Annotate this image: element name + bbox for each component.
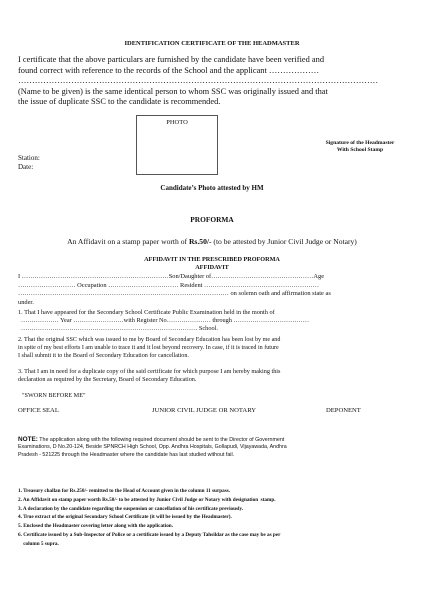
- enclosure-item: 1. Treasury challan for Rs.250/- remitted to the Head of Account given in the column 11 surpass.: [18, 488, 231, 494]
- judge-label: JUNIOR CIVIL JUDGE OR NOTARY: [152, 407, 256, 414]
- enclosure-item: 6. Certificate issued by a Sub-Inspector of Police or a certificate issued by a Deputy Tahsildar as the case may be as per: [18, 531, 281, 538]
- paragraph-line: ……………… Year ……………………with Register No………………… through ………………………………: [21, 317, 310, 325]
- certificate-line: I certificate that the above particulars are furnished by the candidate have been verified and: [18, 55, 325, 64]
- affidavit-subheading: AFFIDAVIT: [195, 264, 229, 271]
- note-line: The application along with the following required document should be sent to the Director of Government: [37, 437, 285, 443]
- photo-label: PHOTO: [166, 119, 188, 126]
- station-label: Station:: [18, 154, 40, 162]
- note-line: Pradesh - 521225 through the Headmaster where the candidate has last studied without fail.: [18, 451, 235, 458]
- proforma-heading: PROFORMA: [190, 215, 234, 224]
- station-date-block: [18, 154, 40, 172]
- paragraph-line: 2. That the original SSC which was issued to me by Board of Secondary Education has been lost by me and: [18, 337, 281, 343]
- sworn-before-label: "SWORN BEFORE ME": [22, 392, 86, 399]
- affidavit-line: under.: [18, 298, 34, 306]
- signature-line: Signature of the Headmaster: [325, 140, 395, 146]
- date-label: Date:: [18, 163, 34, 171]
- paragraph-2: [18, 336, 280, 361]
- certificate-line: found correct with reference to the records of the School and the applicant ………………: [18, 65, 320, 75]
- affidavit-line: ……………………………………………………………………………………… on solemn oath and affirmation state as: [18, 290, 331, 297]
- affidavit-intro: [0, 237, 424, 246]
- paragraph-line: 1. That I have appeared for the Secondary School Certificate Public Examination held in the month of: [18, 309, 275, 316]
- paragraph-line: declaration as required by the Secretary, Board of Secondary Education.: [18, 376, 197, 384]
- enclosure-item: column 5 supra.: [18, 540, 59, 547]
- paragraph-line: ………………………………………………………………………… School.: [21, 325, 218, 333]
- paragraph-line: I shall submit it to the Board of Secondary Education for cancellation.: [18, 353, 189, 360]
- office-seal-label: OFFICE SEAL: [18, 407, 59, 414]
- certificate-line: (Name to be given) is the same identical person to whom SSC was originally issued and that: [18, 86, 328, 96]
- enclosure-item: 2. An Affidavit on stamp paper worth Rs.50/- to be attested by Junior Civil Judge or Notary with designation stamp.: [18, 496, 276, 503]
- affidavit-heading: AFFIDAVIT IN THE PRESCRIBED PROFORMA: [144, 256, 280, 263]
- paragraph-3: [18, 368, 280, 385]
- note-label: NOTE:: [18, 436, 38, 443]
- paragraph-line: 3. That I am in need for a duplicate copy of the said certificate for which purpose I am hereby making this: [18, 368, 281, 375]
- note-line: Examinations, D No.20-124, Beside SPNRCH High School, Opp. Andhra Hospitals, Gollapudi, Vijayawada, Andhra: [18, 444, 287, 451]
- certificate-line: the issue of duplicate SSC to the candidate is recommended.: [18, 97, 221, 107]
- enclosure-list: [18, 487, 280, 549]
- enclosure-item: 4. True extract of the original Secondary School Certificate (it will be issued by the Headmaster).: [18, 514, 232, 521]
- affidavit-line: ……………………… Occupation …………………………… Resident ………………………………………………: [18, 281, 320, 289]
- photo-caption: Candidate’s Photo attested by HM: [160, 184, 264, 192]
- enclosure-item: 3. A declaration by the candidate regarding the suspension or cancellation of his certificate previously.: [18, 505, 244, 512]
- signature-block: [300, 140, 420, 154]
- certificate-line: …………………………………………………………………………………………………………………: [18, 76, 379, 86]
- signature-stamp-line: With School Stamp: [336, 147, 384, 154]
- paragraph-1: [18, 309, 309, 334]
- stamp-amount: Rs.50/-: [188, 237, 212, 246]
- affidavit-intro-text: An Affidavit on a stamp paper worth of: [67, 237, 189, 246]
- deponent-label: DEPONENT: [326, 407, 361, 414]
- paragraph-line: in spite of my best efforts I am unable to trace it and it lost beyond recovery. In case, if it is traced in future: [18, 345, 279, 352]
- certificate-paragraph: [18, 55, 378, 108]
- photo-box: [136, 115, 218, 175]
- affidavit-line: I ……………………………………………………………Son/Daughter of…………………………………………Age: [18, 273, 325, 280]
- enclosure-item: 5. Enclosed the Headmaster covering letter along with the application.: [18, 523, 173, 530]
- note-block: [18, 436, 287, 459]
- affidavit-intro-text: (to be attested by Junior Civil Judge or Notary): [211, 237, 357, 246]
- affidavit-body: [18, 273, 331, 307]
- document-title: IDENTIFICATION CERTIFICATE OF THE HEADMASTER: [124, 40, 300, 47]
